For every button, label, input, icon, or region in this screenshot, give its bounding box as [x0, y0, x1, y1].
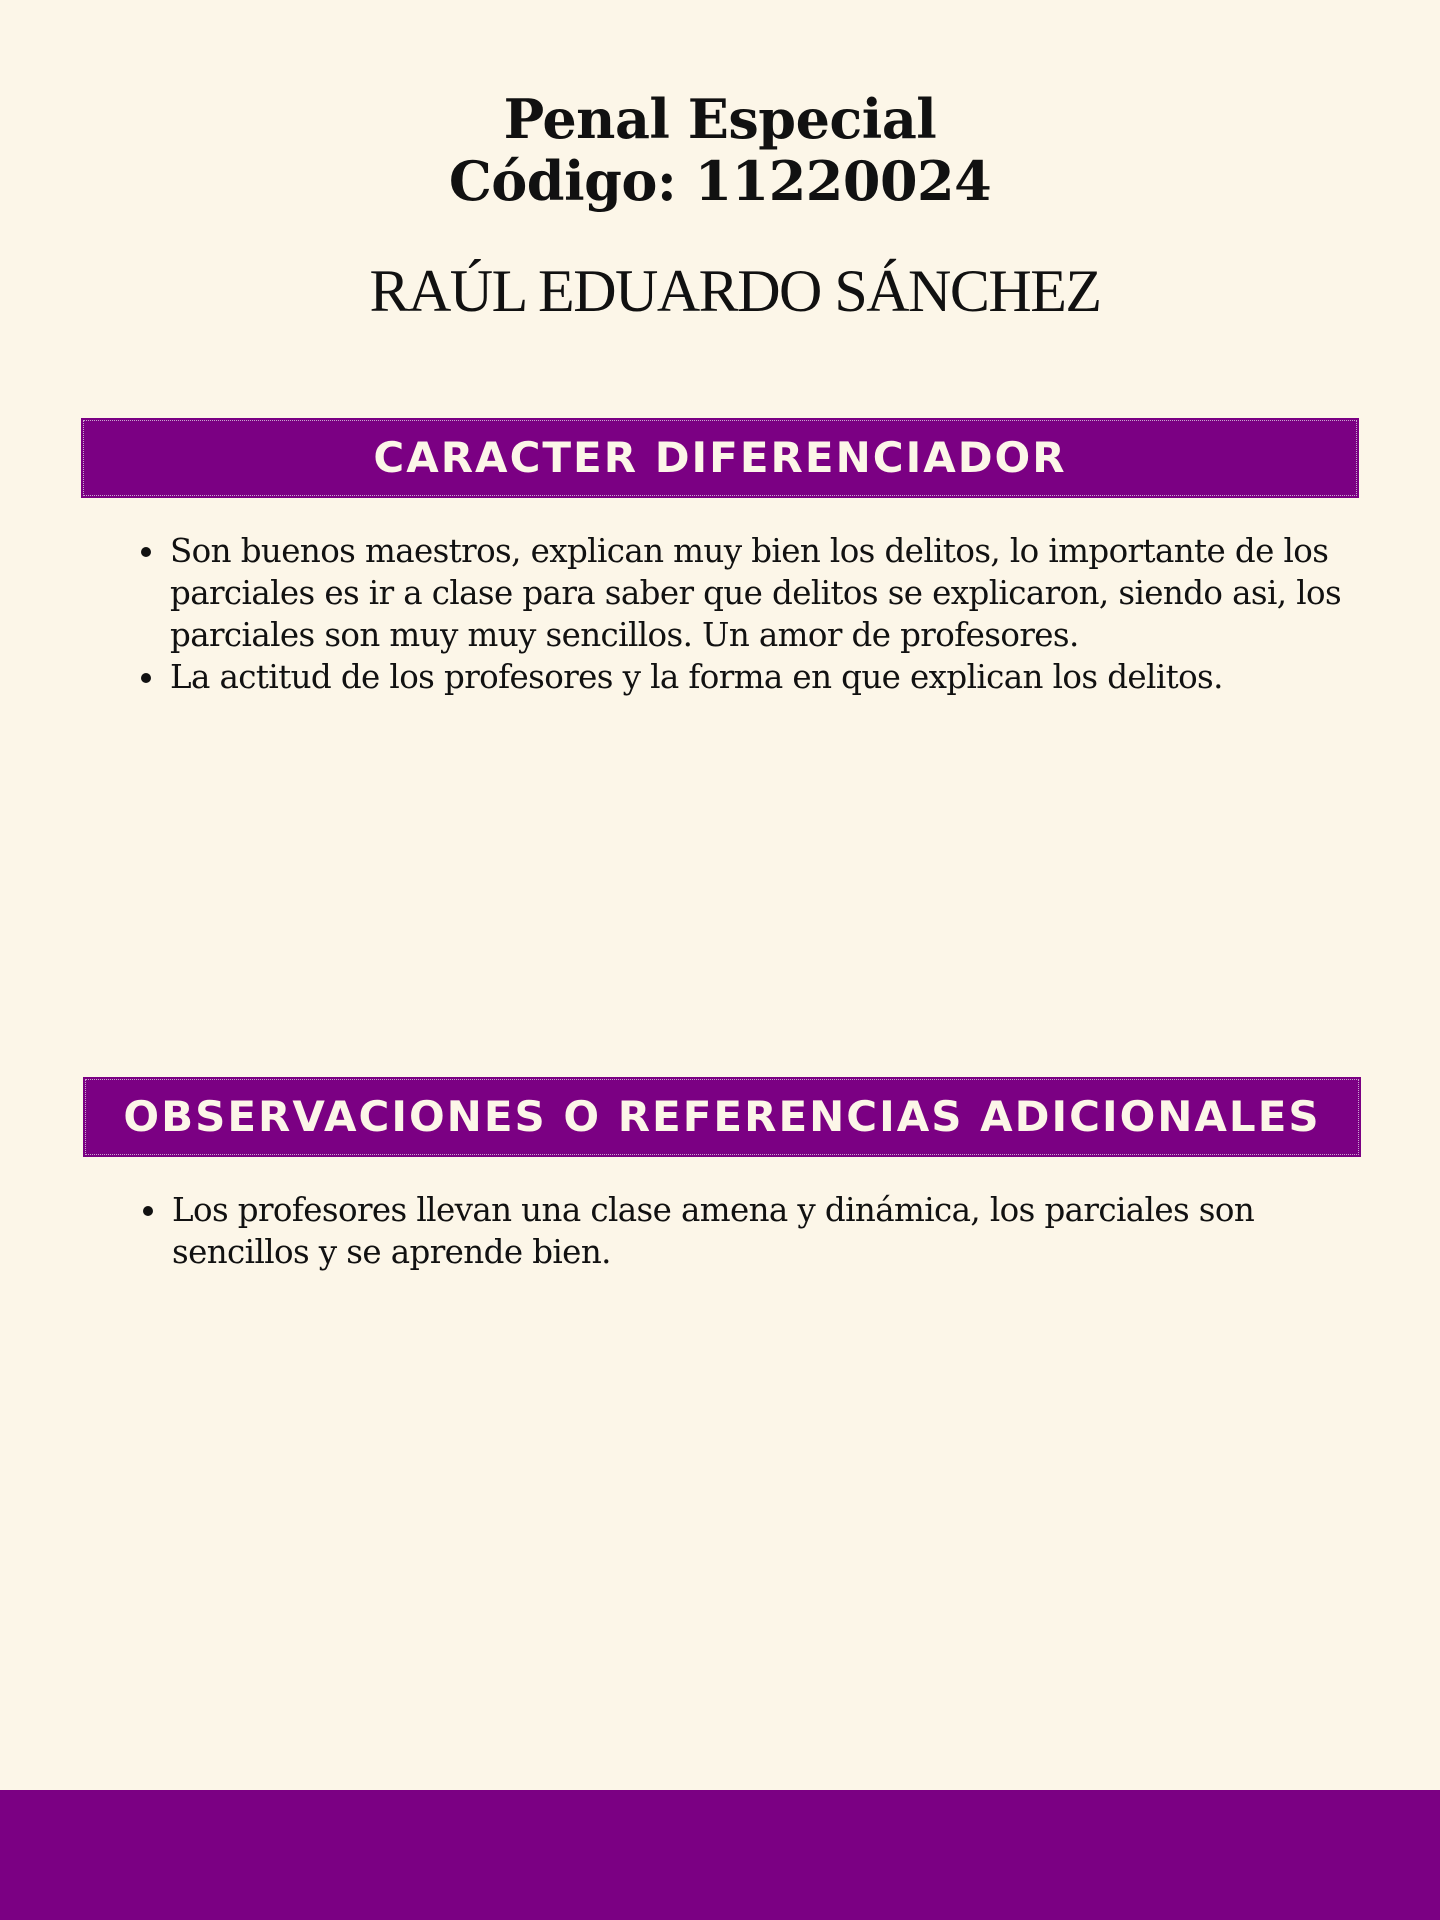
course-code: Código: 11220024 [448, 149, 992, 213]
course-title: Penal Especial [503, 87, 937, 151]
list-item: • Los profesores llevan una clase amena y dinámica, los parciales son sencillos y se aprende bien. [170, 1189, 1360, 1273]
document-header [0, 88, 1440, 212]
footer-bar [0, 1790, 1440, 1920]
section-heading-observaciones: OBSERVACIONES O REFERENCIAS ADICIONALES [83, 1077, 1361, 1157]
professor-name: RAÚL EDUARDO SÁNCHEZ [369, 258, 1101, 324]
section-heading-caracter-diferenciador: CARACTER DIFERENCIADOR [81, 418, 1359, 498]
observaciones-list [140, 1189, 1360, 1273]
list-item: • Son buenos maestros, explican muy bien los delitos, lo importante de los parciales es ir a clase para saber que delitos se explicaron, siendo asi, los parciales son muy muy sencillos. Un amor de profesores. [168, 530, 1368, 656]
caracter-diferenciador-list [138, 530, 1368, 698]
list-item: • La actitud de los profesores y la forma en que explican los delitos. [168, 656, 1368, 698]
